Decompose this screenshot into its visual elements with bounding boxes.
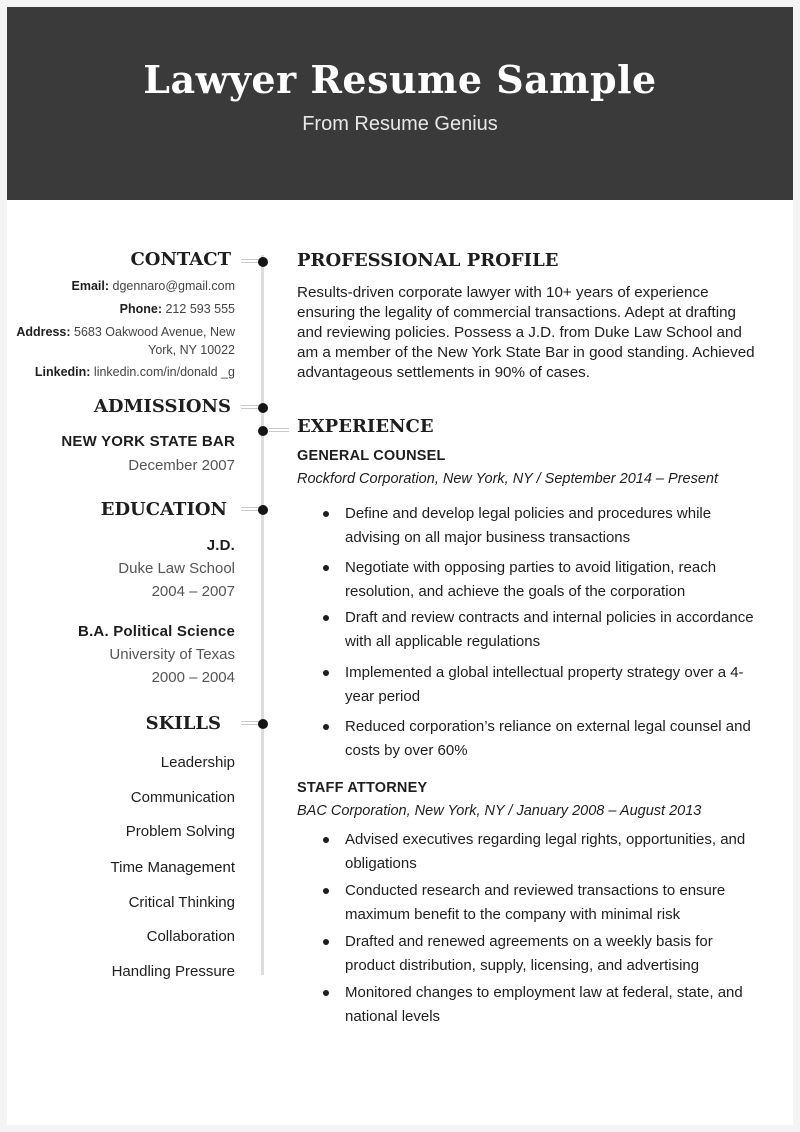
page-subtitle: From Resume Genius xyxy=(302,113,498,135)
contact-address xyxy=(16,323,235,359)
address-line-2: York, NY 10022 xyxy=(148,343,235,357)
contact-heading: CONTACT xyxy=(130,249,231,270)
bullet-icon xyxy=(323,724,329,730)
education-degree: J.D. xyxy=(206,537,235,554)
skill-item: Handling Pressure xyxy=(111,963,235,980)
bullet-icon xyxy=(323,670,329,676)
list-item: Drafted and renewed agreements on a weekly basis for product distribution, supply, licensing, and advertising xyxy=(345,930,757,978)
job-meta: Rockford Corporation, New York, NY / September 2014 – Present xyxy=(297,471,718,487)
list-item: Conducted research and reviewed transactions to ensure maximum benefit to the company with minimal risk xyxy=(345,879,757,927)
skills-timeline-dot xyxy=(258,719,268,729)
education-years: 2000 – 2004 xyxy=(151,669,235,686)
contact-timeline-dot xyxy=(258,257,268,267)
education-timeline-dot xyxy=(258,505,268,515)
education-degree: B.A. Political Science xyxy=(78,623,235,640)
admissions-timeline-dot xyxy=(258,403,268,413)
education-heading: EDUCATION xyxy=(100,499,227,520)
experience-timeline-dot xyxy=(258,426,268,436)
linkedin-label: Linkedin: xyxy=(34,365,91,379)
profile-heading: PROFESSIONAL PROFILE xyxy=(297,250,559,271)
address-label: Address: xyxy=(16,325,71,339)
job-meta: BAC Corporation, New York, NY / January 2008 – August 2013 xyxy=(297,803,702,819)
skills-heading: SKILLS xyxy=(145,713,221,734)
education-school: Duke Law School xyxy=(118,560,235,577)
education-years: 2004 – 2007 xyxy=(151,583,235,600)
list-item: Define and develop legal policies and procedures while advising on all major business transactions xyxy=(345,502,757,550)
skill-item: Critical Thinking xyxy=(128,894,235,911)
contact-email xyxy=(72,277,235,295)
list-item: Advised executives regarding legal rights, opportunities, and obligations xyxy=(345,828,757,876)
linkedin-value[interactable]: linkedin.com/in/donald _g xyxy=(93,365,235,379)
admission-name: NEW YORK STATE BAR xyxy=(61,433,235,450)
address-line-1: 5683 Oakwood Avenue, New xyxy=(74,325,235,339)
list-item: Negotiate with opposing parties to avoid litigation, reach resolution, and achieve the goals of the corporation xyxy=(345,556,757,604)
job-title: GENERAL COUNSEL xyxy=(297,448,446,464)
phone-label: Phone: xyxy=(119,302,162,316)
job-title: STAFF ATTORNEY xyxy=(297,780,428,796)
bullet-icon xyxy=(323,615,329,621)
skill-item: Leadership xyxy=(160,754,235,771)
admissions-heading: ADMISSIONS xyxy=(93,396,231,417)
right-column xyxy=(297,7,767,1125)
bullet-icon xyxy=(323,511,329,517)
experience-connector xyxy=(269,428,289,432)
education-school: University of Texas xyxy=(109,646,235,663)
profile-text: Results-driven corporate lawyer with 10+ years of experience ensuring the legality of commercial transactions. Adept at drafting and reviewing policies. Possess a J.D. from Duke Law School and am a member of the New York State Bar in good standing. Achieved advantageous settlements in 90% of cases. xyxy=(297,284,755,381)
bullet-icon xyxy=(323,888,329,894)
bullet-icon xyxy=(323,990,329,996)
page-title: Lawyer Resume Sample xyxy=(143,57,657,102)
email-label: Email: xyxy=(71,279,110,293)
bullet-icon xyxy=(323,565,329,571)
list-item: Draft and review contracts and internal policies in accordance with all applicable regulations xyxy=(345,606,757,654)
phone-value[interactable]: 212 593 555 xyxy=(165,302,235,316)
skill-item: Collaboration xyxy=(146,928,235,945)
left-column xyxy=(7,7,235,1125)
bullet-icon xyxy=(323,837,329,843)
email-value[interactable]: dgennaro@gmail.com xyxy=(112,279,235,293)
timeline-line xyxy=(261,255,264,975)
admission-date: December 2007 xyxy=(128,457,235,474)
resume-page xyxy=(7,7,793,1125)
list-item: Reduced corporation’s reliance on external legal counsel and costs by over 60% xyxy=(345,715,757,763)
skill-item: Communication xyxy=(130,789,235,806)
skill-item: Problem Solving xyxy=(125,823,235,840)
contact-linkedin xyxy=(35,363,235,381)
skill-item: Time Management xyxy=(110,859,235,876)
list-item: Implemented a global intellectual property strategy over a 4-year period xyxy=(345,661,757,709)
bullet-icon xyxy=(323,939,329,945)
list-item: Monitored changes to employment law at federal, state, and national levels xyxy=(345,981,757,1029)
experience-heading: EXPERIENCE xyxy=(297,416,434,437)
contact-phone xyxy=(120,300,235,318)
